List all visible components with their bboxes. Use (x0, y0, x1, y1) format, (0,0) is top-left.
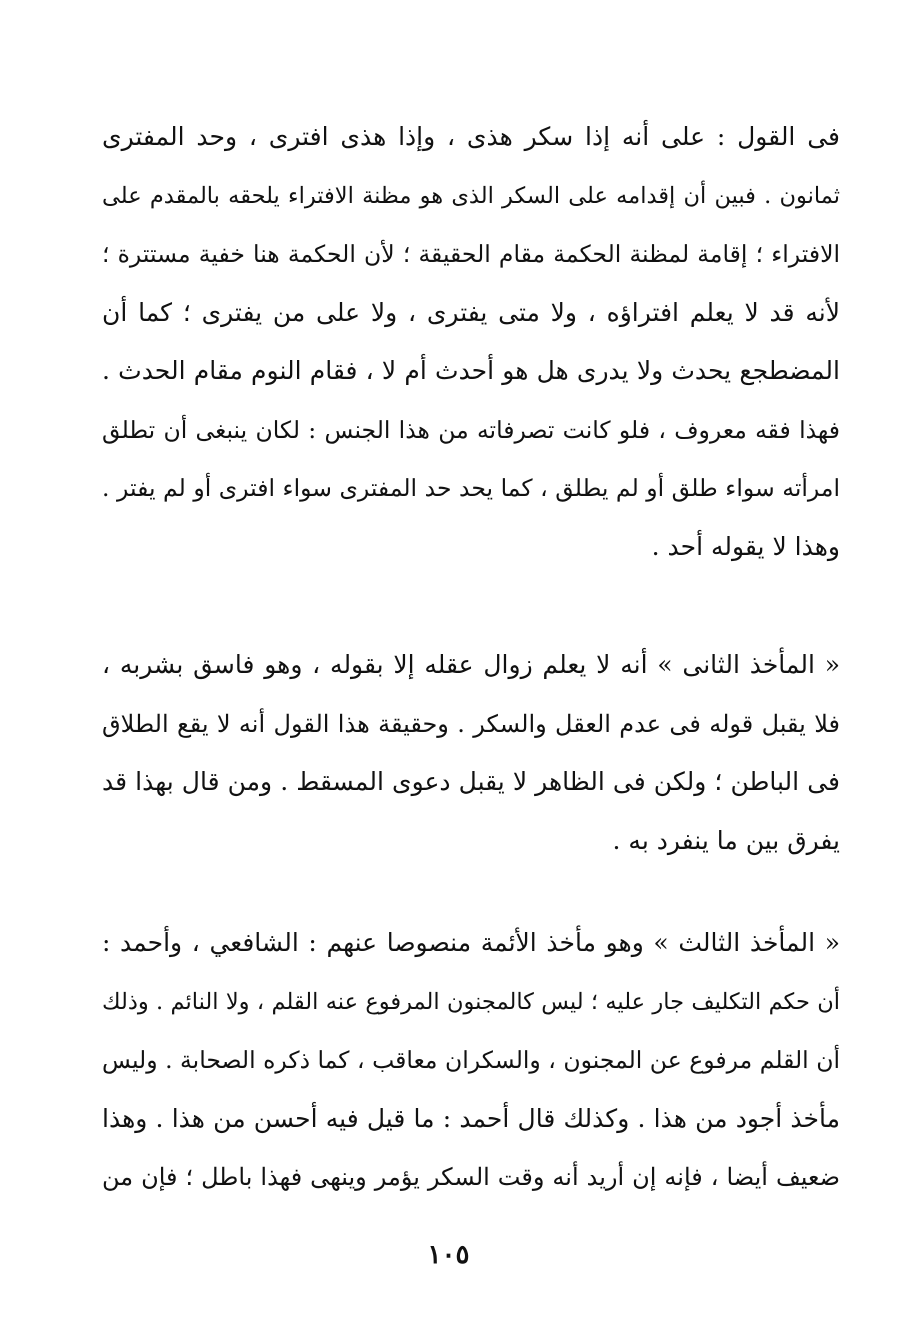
text-line: امرأته سواء طلق أو لم يطلق ، كما يحد حد المفترى سواء افترى أو لم يفتر . (102, 474, 840, 502)
paragraph-3 (102, 914, 840, 1207)
text-line: ثمانون . فبين أن إقدامه على السكر الذى هو مظنة الافتراء يلحقه بالمقدم على (102, 182, 840, 209)
text-line: المضطجع يحدث ولا يدرى هل هو أحدث أم لا ، فقام النوم مقام الحدث . (102, 356, 840, 385)
text-line: فى الباطن ؛ ولكن فى الظاهر لا يقبل دعوى المسقط . ومن قال بهذا قد (102, 767, 840, 796)
text-line: يفرق بين ما ينفرد به . (612, 825, 840, 855)
text-line: أن القلم مرفوع عن المجنون ، والسكران معاقب ، كما ذكره الصحابة . وليس (102, 1046, 840, 1074)
text-line: مأخذ أجود من هذا . وكذلك قال أحمد : ما قيل فيه أحسن من هذا . وهذا (102, 1103, 840, 1133)
text-line: أن حكم التكليف جار عليه ؛ ليس كالمجنون المرفوع عنه القلم ، ولا النائم . وذلك (102, 988, 840, 1015)
text-line: « المأخذ الثالث » وهو مأخذ الأئمة منصوصا عنهم : الشافعي ، وأحمد : (102, 928, 840, 957)
text-line: الافتراء ؛ إقامة لمظنة الحكمة مقام الحقيقة ؛ لأن الحكمة هنا خفية مستترة ؛ (102, 240, 840, 268)
text-line: وهذا لا يقوله أحد . (651, 531, 840, 561)
text-line: ضعيف أيضا ، فإنه إن أريد أنه وقت السكر يؤمر وينهى فهذا باطل ؛ فإن من (102, 1163, 840, 1191)
text-line: فلا يقبل قوله فى عدم العقل والسكر . وحقيقة هذا القول أنه لا يقع الطلاق (102, 709, 840, 738)
text-line: فهذا فقه معروف ، فلو كانت تصرفاته من هذا الجنس : لكان ينبغى أن تطلق (102, 415, 840, 444)
paragraph-2 (102, 636, 840, 870)
text-line: فى القول : على أنه إذا سكر هذى ، وإذا هذى افترى ، وحد المفترى (102, 122, 840, 151)
page-number: ١٠٥ (427, 1240, 470, 1270)
text-line: « المأخذ الثانى » أنه لا يعلم زوال عقله إلا بقوله ، وهو فاسق بشربه ، (102, 650, 840, 679)
paragraph-1 (102, 108, 840, 576)
text-line: لأنه قد لا يعلم افتراؤه ، ولا متى يفترى ، ولا على من يفترى ؛ كما أن (102, 297, 840, 327)
